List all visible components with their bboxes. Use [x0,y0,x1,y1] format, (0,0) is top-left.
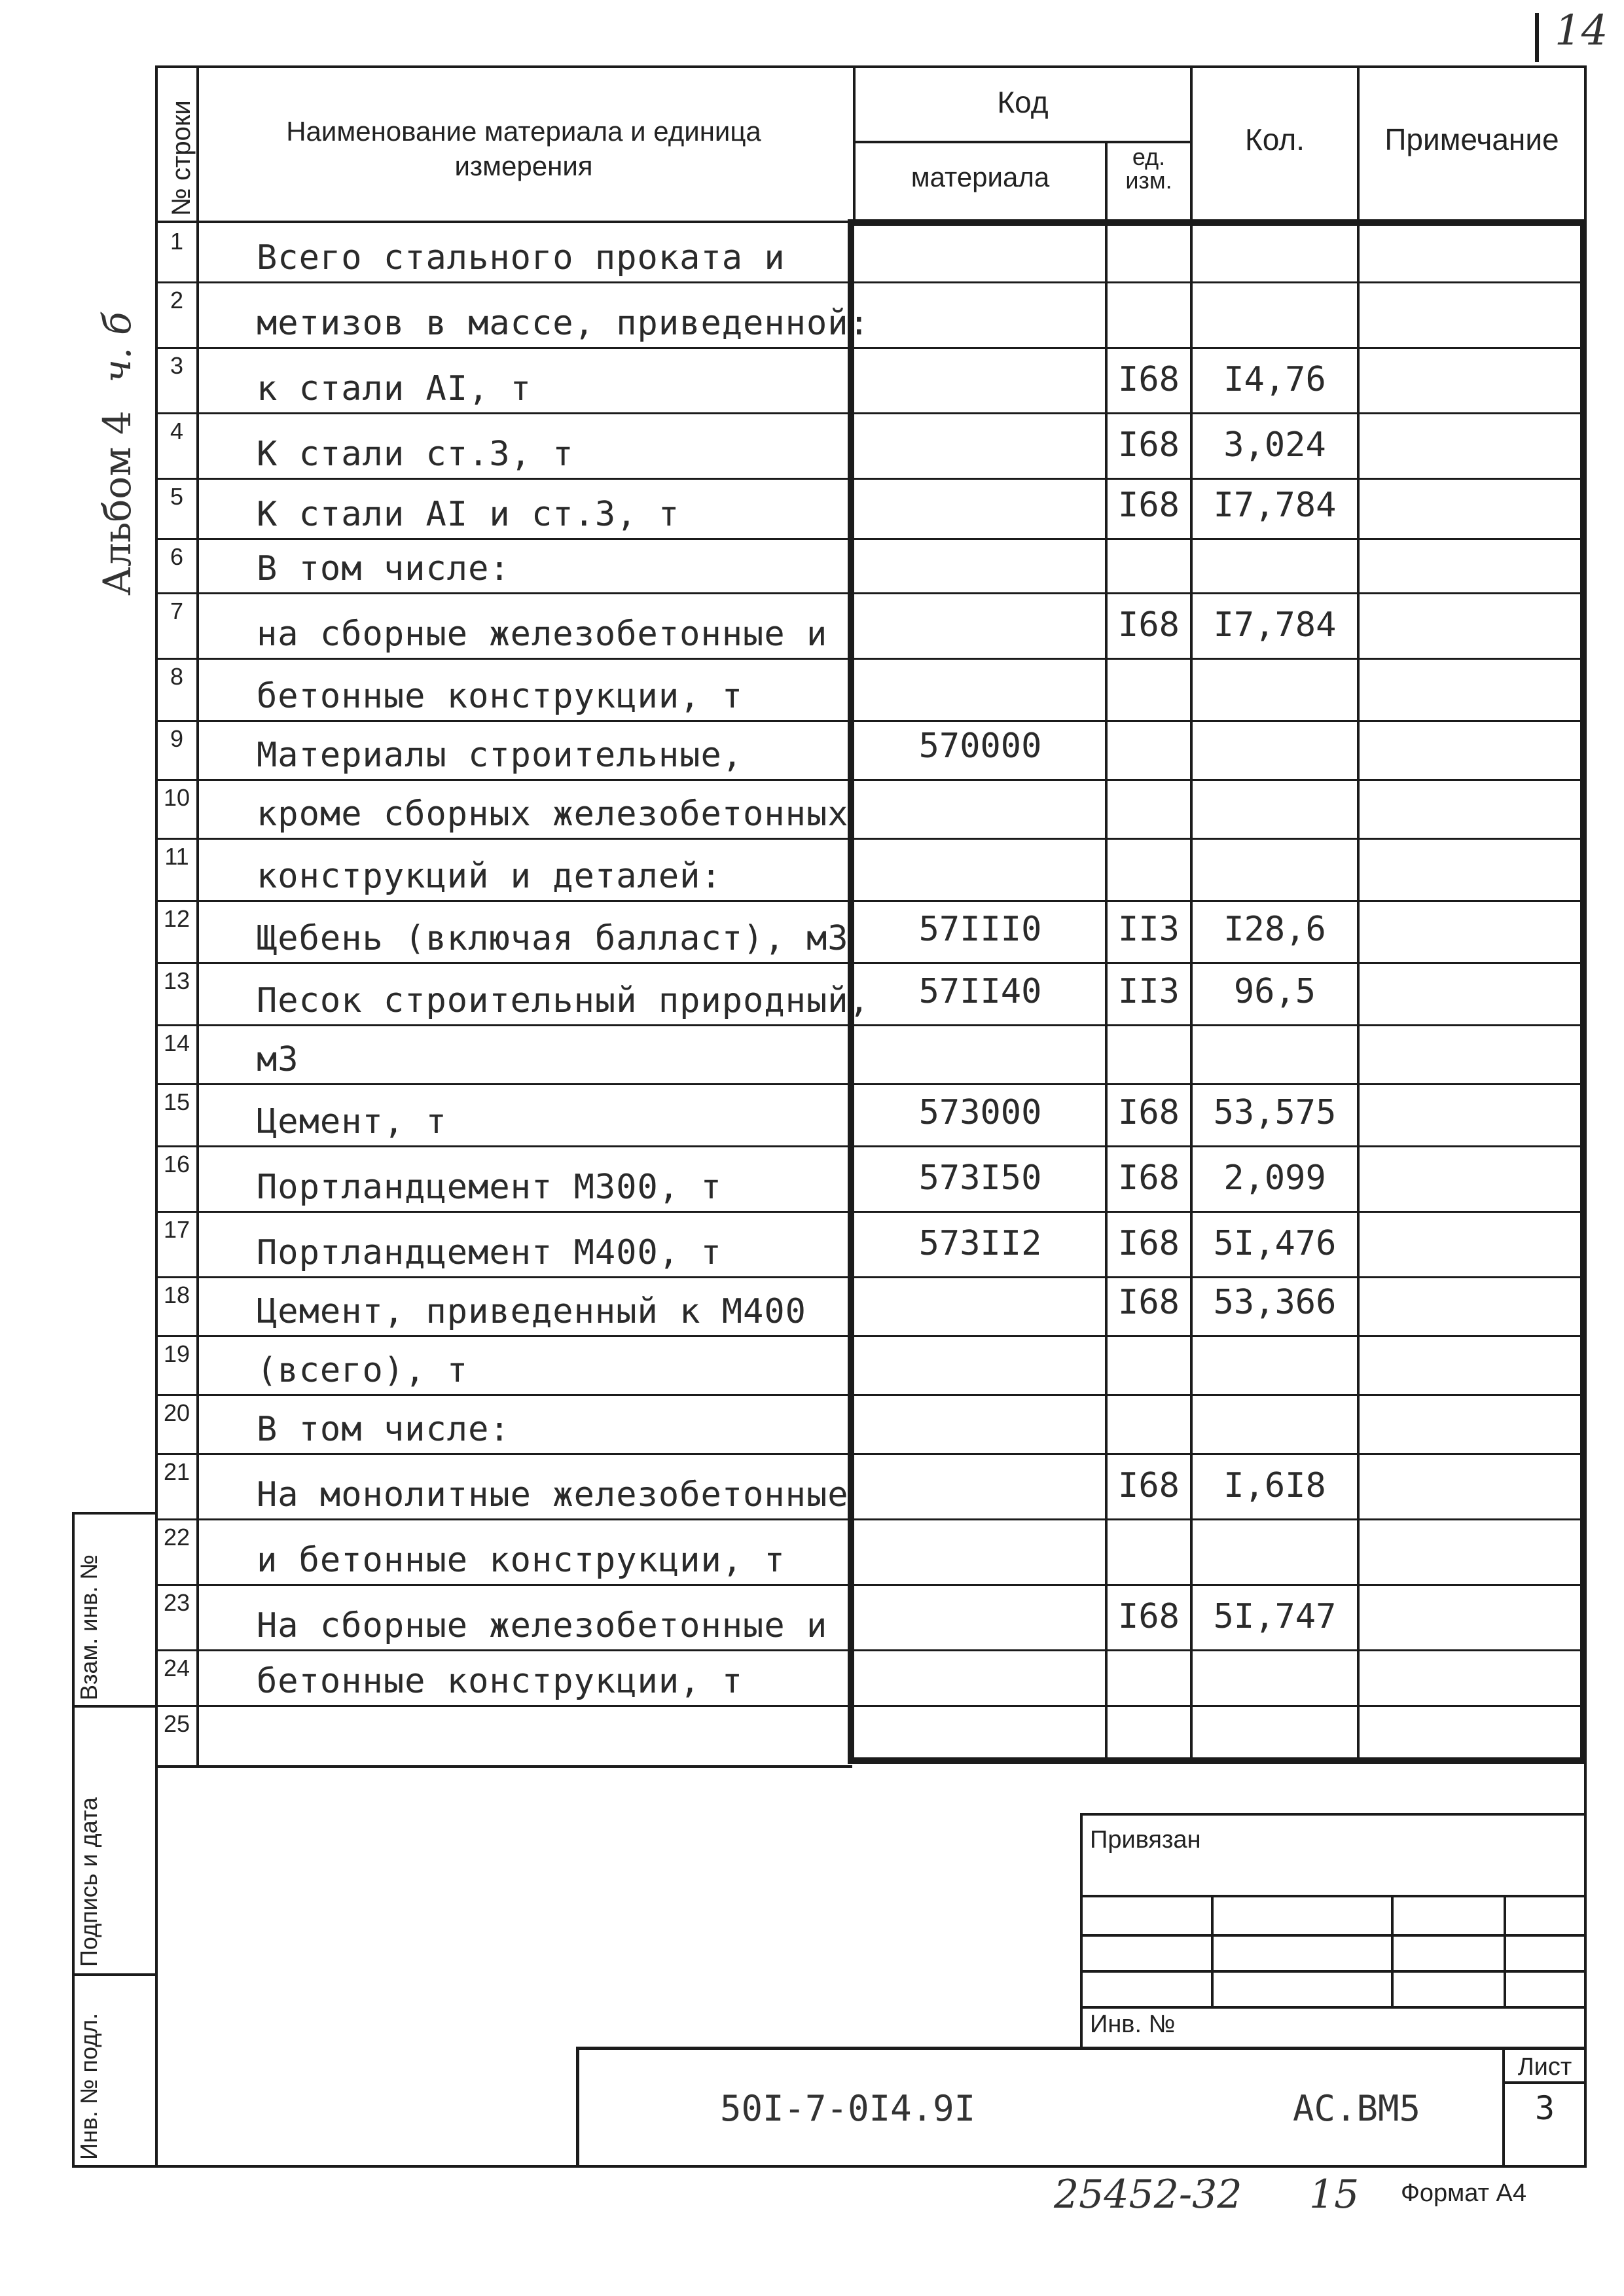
album-label: Альбом 4 [95,410,139,596]
page-number-handwritten: 14 [1555,7,1608,55]
footer-format: Формат А4 [1401,2179,1527,2207]
material-code: 573II2 [918,1224,1042,1263]
material-name: кроме сборных железобетонных [257,795,849,834]
header-code-material: материала [911,162,1050,192]
row-number: 21 [163,1458,190,1485]
row-number: 17 [163,1216,190,1243]
material-code: 570000 [918,726,1042,766]
stamp-sheet-mark: АС.ВМ5 [1293,2088,1421,2129]
quantity: 2,099 [1223,1158,1326,1198]
row-separator [155,838,1587,840]
row-number: 5 [170,483,184,510]
material-name: К стали ст.3, т [257,435,574,474]
header-row-no: № строки [167,100,196,216]
row-separator [155,1453,1587,1455]
row-number: 16 [163,1151,190,1177]
row-number: 18 [163,1282,190,1308]
row-number: 22 [163,1524,190,1551]
row-number: 25 [163,1710,190,1737]
page-number-bar [1535,13,1539,62]
row-separator [155,1518,1587,1520]
row-number: 15 [163,1088,190,1115]
row-separator [155,1335,1587,1337]
material-name: бетонные конструкции, т [257,677,744,716]
row-separator [155,1211,1587,1213]
side-label-vzam-inv: Взам. инв. № [75,1554,102,1700]
header-note: Примечание [1384,122,1559,156]
row-number: 19 [163,1340,190,1367]
row-number: 8 [170,663,184,690]
row-separator [155,1705,1587,1707]
row-separator [155,658,1587,660]
row-separator [155,1649,1587,1651]
quantity: I7,784 [1213,605,1337,645]
unit-code: I68 [1118,605,1180,645]
material-code: 573I50 [918,1158,1042,1198]
unit-code: I68 [1118,1158,1180,1198]
material-name: На сборные железобетонные и [257,1606,828,1645]
material-name: Портландцемент М300, т [257,1168,722,1207]
material-name: Всего стального проката и [257,238,785,278]
row-separator [155,412,1587,414]
unit-code: I68 [1118,486,1180,525]
material-name: К стали АI и ст.3, т [257,495,680,534]
unit-code: II3 [1118,910,1180,949]
unit-code: I68 [1118,1224,1180,1263]
material-name: На монолитные железобетонные [257,1475,849,1515]
row-separator [155,1024,1587,1026]
row-separator [155,900,1587,902]
unit-code: I68 [1118,360,1180,399]
footer-handwritten-number: 25452-32 [1054,2172,1242,2217]
quantity: I28,6 [1223,910,1326,949]
row-separator [155,720,1587,722]
row-separator [155,592,1587,594]
row-number: 3 [170,352,184,379]
row-number: 11 [164,843,189,870]
material-name: (всего), т [257,1351,469,1390]
header-code-unit: ед. изм. [1125,143,1172,194]
header-name: Наименование материала и единица измерения [286,116,761,181]
material-name: В том числе: [257,1410,511,1449]
unit-code: I68 [1118,425,1180,465]
row-number: 2 [170,287,184,314]
row-separator [155,347,1587,349]
unit-code: I68 [1118,1283,1180,1322]
material-code: 573000 [918,1093,1042,1132]
material-name: бетонные конструкции, т [257,1662,744,1701]
row-separator [155,1394,1587,1396]
material-name: Песок строительный природный, [257,981,870,1020]
material-name: конструкций и деталей: [257,857,722,896]
stamp-inv-no: Инв. № [1090,2011,1176,2038]
material-name: метизов в массе, приведенной: [257,304,870,343]
material-name: В том числе: [257,549,511,588]
unit-code: I68 [1118,1466,1180,1505]
row-separator [155,281,1587,283]
quantity: 53,575 [1213,1093,1337,1132]
material-name: Цемент, т [257,1102,447,1141]
side-label-podpis-data: Подпись и дата [75,1797,102,1967]
row-number: 14 [163,1030,190,1056]
stamp-list-value: 3 [1534,2089,1555,2127]
row-number: 24 [163,1655,190,1681]
row-separator [155,1145,1587,1147]
row-number: 10 [163,784,190,811]
row-separator [155,1276,1587,1278]
quantity: I7,784 [1213,486,1337,525]
stamp-privyazan: Привязан [1090,1826,1201,1854]
quantity: 53,366 [1213,1283,1337,1322]
row-number: 7 [170,598,184,624]
material-name: Щебень (включая балласт), м3 [257,919,849,958]
material-name: м3 [257,1040,299,1079]
unit-code: I68 [1118,1093,1180,1132]
row-separator [155,478,1587,480]
quantity: 96,5 [1233,972,1316,1011]
row-number: 1 [170,228,184,255]
stamp-list-label: Лист [1517,2053,1572,2081]
stamp-doc-code: 50I-7-0I4.9I [720,2088,976,2129]
material-name: к стали АI, т [257,369,532,408]
quantity: 5I,476 [1213,1224,1337,1263]
row-separator [155,538,1587,540]
row-separator [155,962,1587,964]
material-name: Портландцемент М400, т [257,1233,722,1272]
quantity: I4,76 [1223,360,1326,399]
quantity: I,6I8 [1223,1466,1326,1505]
row-number: 9 [170,725,184,752]
unit-code: II3 [1118,972,1180,1011]
row-separator [155,779,1587,781]
row-number: 20 [163,1399,190,1426]
material-name: и бетонные конструкции, т [257,1541,785,1580]
row-number: 12 [163,905,190,932]
row-separator [155,1083,1587,1085]
row-number: 6 [170,543,184,570]
quantity: 3,024 [1223,425,1326,465]
side-label-inv-podl: Инв. № подл. [75,2013,102,2160]
material-name: на сборные железобетонные и [257,615,828,654]
footer-handwritten-page: 15 [1309,2172,1360,2217]
album-label-block [95,312,139,596]
material-name: Материалы строительные, [257,736,744,775]
header-code: Код [997,85,1049,119]
quantity: 5I,747 [1213,1597,1337,1636]
material-name: Цемент, приведенный к М400 [257,1292,806,1331]
row-separator [155,1584,1587,1586]
unit-code: I68 [1118,1597,1180,1636]
material-code: 57III0 [918,910,1042,949]
row-number: 4 [170,418,184,444]
row-number: 13 [163,967,190,994]
album-part: ч. б [95,312,139,383]
header-qty: Кол. [1245,122,1305,156]
material-code: 57II40 [918,972,1042,1011]
row-number: 23 [163,1589,190,1616]
